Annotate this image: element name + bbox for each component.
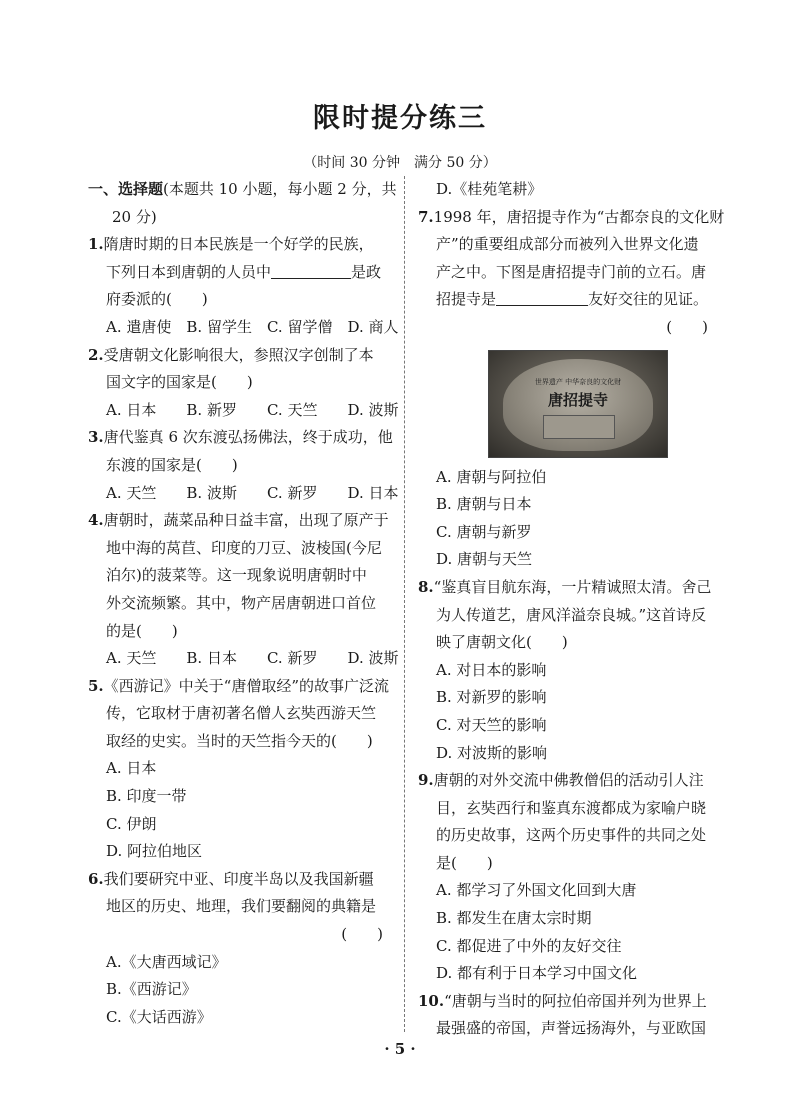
option[interactable]: A. 日本 <box>106 759 157 778</box>
options-row <box>88 480 399 508</box>
question-number: 4. <box>88 511 104 530</box>
option[interactable]: D.《桂苑笔耕》 <box>436 180 543 198</box>
option[interactable]: B. 留学生 <box>186 317 252 336</box>
section-heading <box>88 176 397 204</box>
option[interactable]: A. 天竺 <box>106 649 157 668</box>
question-text: 受唐朝文化影响很大，参照汉字创制了本 <box>103 345 374 364</box>
question-text: 最强盛的帝国，声誉远扬海外，与亚欧国 <box>436 1019 707 1038</box>
question-8 <box>418 574 718 602</box>
option[interactable]: A. 都学习了外国文化回到大唐 <box>436 881 637 900</box>
toshodaiji-stone-photo <box>488 350 668 458</box>
option[interactable]: A. 对日本的影响 <box>436 660 547 679</box>
options-row <box>88 314 399 342</box>
question-text: 是( ) <box>436 853 493 872</box>
question-number: 3. <box>88 428 104 447</box>
question-text: 映了唐朝文化( ) <box>436 633 568 652</box>
question-text: 《西游记》中关于“唐僧取经”的故事广泛流 <box>103 676 390 695</box>
question-text: 府委派的( ) <box>106 290 208 309</box>
question-text-part: 友好交往的见证。 <box>588 290 709 309</box>
question-5 <box>88 673 393 701</box>
question-text: 隋唐时期的日本民族是一个好学的民族， <box>103 235 374 254</box>
question-text-part: 下列日本到唐朝的人员中 <box>106 262 272 281</box>
option[interactable]: B. 唐朝与日本 <box>436 495 532 514</box>
option[interactable]: C. 伊朗 <box>106 814 157 833</box>
column-divider <box>404 176 405 1032</box>
stone-inscription-title: 唐招提寺 <box>547 390 608 409</box>
question-number: 8. <box>418 577 434 596</box>
option[interactable]: D. 阿拉伯地区 <box>106 842 203 861</box>
option[interactable]: D. 波斯 <box>347 649 399 668</box>
option[interactable]: D. 对波斯的影响 <box>436 743 548 762</box>
question-text: 地区的历史、地理，我们要翻阅的典籍是 <box>106 897 377 916</box>
option[interactable]: B. 都发生在唐太宗时期 <box>436 909 592 928</box>
option[interactable]: C. 新罗 <box>266 483 318 502</box>
question-text: 的历史故事，这两个历史事件的共同之处 <box>436 826 707 845</box>
question-text: 目，玄奘西行和鉴真东渡都成为家喻户晓 <box>436 798 707 817</box>
question-text: 产之中。下图是唐招提寺门前的立石。唐 <box>436 262 707 281</box>
option[interactable]: B. 对新罗的影响 <box>436 688 547 707</box>
question-number: 9. <box>418 771 434 790</box>
question-text: 传，它取材于唐初著名僧人玄奘西游天竺 <box>106 704 377 723</box>
options-row <box>88 645 399 673</box>
question-number: 1. <box>88 235 104 254</box>
question-text-part: 是政 <box>351 262 382 281</box>
answer-blank <box>496 290 588 306</box>
option[interactable]: B. 日本 <box>186 649 237 668</box>
question-text: 外交流频繁。其中，物产居唐朝进口首位 <box>106 593 377 612</box>
question-number: 7. <box>418 207 434 226</box>
option[interactable]: C. 对天竺的影响 <box>436 715 547 734</box>
option[interactable]: C.《大话西游》 <box>106 1007 212 1026</box>
question-text: 产”的重要组成部分而被列入世界文化遗 <box>436 235 699 254</box>
question-text: 的是( ) <box>106 621 178 640</box>
question-text: 唐朝时，蔬菜品种日益丰富，出现了原产于 <box>103 511 389 530</box>
question-text: 唐代鉴真 6 次东渡弘扬佛法，终于成功，他 <box>103 428 393 447</box>
question-6 <box>88 866 393 894</box>
left-column <box>88 176 399 1031</box>
section-label: 一、选择题 <box>88 180 164 198</box>
page-subtitle: （时间 30 分钟 满分 50 分） <box>303 155 497 171</box>
question-text: 我们要研究中亚、印度半岛以及我国新疆 <box>103 869 374 888</box>
option[interactable]: C. 天竺 <box>266 400 318 419</box>
option[interactable]: C. 新罗 <box>266 649 318 668</box>
option[interactable]: B.《西游记》 <box>106 980 197 999</box>
option[interactable]: D. 唐朝与天竺 <box>436 550 533 569</box>
question-text: 泊尔)的菠菜等。这一现象说明唐朝时中 <box>106 566 367 585</box>
question-9 <box>418 767 718 795</box>
question-10 <box>418 988 718 1016</box>
option[interactable]: A. 遣唐使 <box>106 317 172 336</box>
question-number: 2. <box>88 345 104 364</box>
answer-paren: ( ) <box>666 317 708 336</box>
option[interactable]: B. 新罗 <box>186 400 237 419</box>
option[interactable]: D. 日本 <box>347 483 399 502</box>
section-note-cont: 20 分) <box>112 207 157 226</box>
question-7 <box>418 204 725 232</box>
question-text: 1998 年，唐招提寺作为“古都奈良的文化财 <box>433 207 725 226</box>
question-number: 5. <box>88 676 104 695</box>
question-text: 国文字的国家是( ) <box>106 373 253 392</box>
question-text: “唐朝与当时的阿拉伯帝国并列为世界上 <box>444 991 707 1010</box>
options-row <box>88 397 399 425</box>
question-number: 6. <box>88 869 104 888</box>
right-column <box>418 176 725 1043</box>
question-text: 取经的史实。当时的天竺指今天的( ) <box>106 731 373 750</box>
question-text-part: 招提寺是 <box>436 290 497 309</box>
option[interactable]: C. 都促进了中外的友好交往 <box>436 936 622 955</box>
option[interactable]: D. 商人 <box>347 317 399 336</box>
option[interactable]: A.《大唐西域记》 <box>106 952 227 971</box>
question-text <box>88 259 393 287</box>
stone-plaque <box>543 415 615 439</box>
question-3 <box>88 424 393 452</box>
question-2 <box>88 342 393 370</box>
question-text: 地中海的莴苣、印度的刀豆、波棱国(今尼 <box>106 538 382 557</box>
option[interactable]: B. 印度一带 <box>106 787 187 806</box>
option[interactable]: A. 唐朝与阿拉伯 <box>436 467 547 486</box>
question-text: 为人传道艺，唐风洋溢奈良城。”这首诗反 <box>436 605 707 624</box>
question-text: “鉴真盲目航东海，一片精诚照太清。舍己 <box>433 577 712 596</box>
stone-monument <box>503 359 653 451</box>
question-number: 10. <box>418 991 445 1010</box>
question-text <box>418 286 718 314</box>
option[interactable]: A. 天竺 <box>106 483 157 502</box>
question-text: 东渡的国家是( ) <box>106 455 238 474</box>
option[interactable]: D. 波斯 <box>347 400 399 419</box>
section-note: (本题共 10 小题，每小题 2 分，共 <box>163 180 397 198</box>
question-1 <box>88 231 393 259</box>
option[interactable]: A. 日本 <box>106 400 157 419</box>
question-text: 唐朝的对外交流中佛教僧侣的活动引人注 <box>433 771 704 790</box>
page-number: · 5 · <box>384 1040 416 1058</box>
answer-paren: ( ) <box>341 925 383 944</box>
answer-blank <box>271 263 351 279</box>
page-title: 限时提分练三 <box>313 103 487 134</box>
option[interactable]: C. 留学僧 <box>266 317 333 336</box>
option[interactable]: C. 唐朝与新罗 <box>436 522 532 541</box>
option[interactable]: D. 都有利于日本学习中国文化 <box>436 964 638 983</box>
option[interactable]: B. 波斯 <box>186 483 237 502</box>
stone-inscription-small: 世界遗产 中华奈良的文化财 <box>534 377 622 386</box>
question-4 <box>88 507 393 535</box>
